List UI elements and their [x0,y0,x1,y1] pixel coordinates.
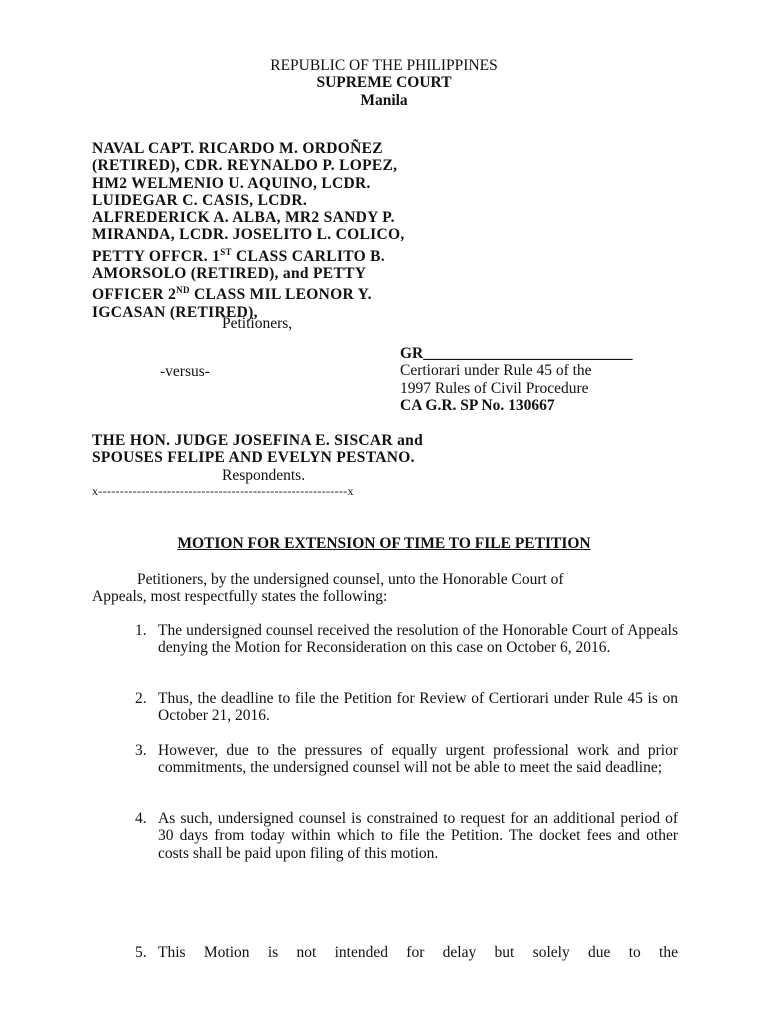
petitioner-text: PETTY OFFCR. 1 [92,247,221,265]
petitioner-line: AMORSOLO (RETIRED), and PETTY [92,265,367,283]
item-number: 3. [135,742,147,759]
petitioners-block [92,140,405,321]
petitioner-line: IGCASAN (RETIRED), [92,303,258,321]
item-number: 5. [135,944,147,961]
petitioner-line: HM2 WELMENIO U. AQUINO, LCDR. [92,174,371,192]
intro-paragraph [92,571,678,606]
petitioner-line: LUIDEGAR C. CASIS, LCDR. [92,191,308,209]
document-title: MOTION FOR EXTENSION OF TIME TO FILE PETITION [177,535,591,552]
case-info-block [400,345,633,414]
separator-line: x----------------------------------------------------------x [92,484,354,498]
item-text: Thus, the deadline to file the Petition for Review of Certiorari under Rule 45 is on October 21, 2016. [158,690,678,725]
case-info-line: 1997 Rules of Civil Procedure [400,379,589,397]
item-text: However, due to the pressures of equally urgent professional work and prior commitments, the undersigned counsel will not be able to meet the said deadline; [158,742,678,777]
intro-line: Appeals, most respectfully states the following: [92,588,388,606]
petitioner-text: CLASS MIL LEONOR Y. [189,286,372,304]
case-info-line: Certiorari under Rule 45 of the [400,362,592,380]
superscript: ST [220,246,232,257]
superscript: ND [176,285,190,296]
header-manila: Manila [360,92,408,109]
header-republic: REPUBLIC OF THE PHILIPPINES [270,57,498,74]
petitioner-line: ALFREDERICK A. ALBA, MR2 SANDY P. [92,209,395,227]
petitioner-text: OFFICER 2 [92,286,177,304]
petitioner-line [92,244,405,265]
respondents-block [92,432,423,467]
ca-gr-number: CA G.R. SP No. 130667 [400,396,555,414]
header-supreme-court: SUPREME COURT [316,74,452,91]
petitioner-text: CLASS CARLITO B. [231,247,385,265]
respondents-label: Respondents. [222,467,306,484]
versus-label: -versus- [160,363,210,380]
petitioner-line: (RETIRED), CDR. REYNALDO P. LOPEZ, [92,157,398,175]
item-text: As such, undersigned counsel is constrained to request for an additional period of 30 days from today within which to file the Petition. The docket fees and other costs shall be paid upon filing of this motion. [158,810,678,862]
petitioner-line: MIRANDA, LCDR. JOSELITO L. COLICO, [92,226,405,244]
item-number: 4. [135,810,147,827]
item-number: 2. [135,690,147,707]
respondent-line: THE HON. JUDGE JOSEFINA E. SISCAR and [92,432,424,449]
item-number: 1. [135,622,147,639]
gr-number-field: GR___________________________ [400,345,633,362]
respondent-line: SPOUSES FELIPE AND EVELYN PESTANO. [92,449,415,467]
petitioner-line [92,282,405,303]
item-text: The undersigned counsel received the resolution of the Honorable Court of Appeals denying the Motion for Reconsideration on this case on October 6, 2016. [158,622,678,657]
intro-line: Petitioners, by the undersigned counsel, unto the Honorable Court of [137,571,564,588]
item-text: This Motion is not intended for delay but solely due to the [158,944,678,961]
petitioners-label: Petitioners, [222,315,293,332]
petitioner-line: NAVAL CAPT. RICARDO M. ORDOÑEZ [92,140,383,157]
